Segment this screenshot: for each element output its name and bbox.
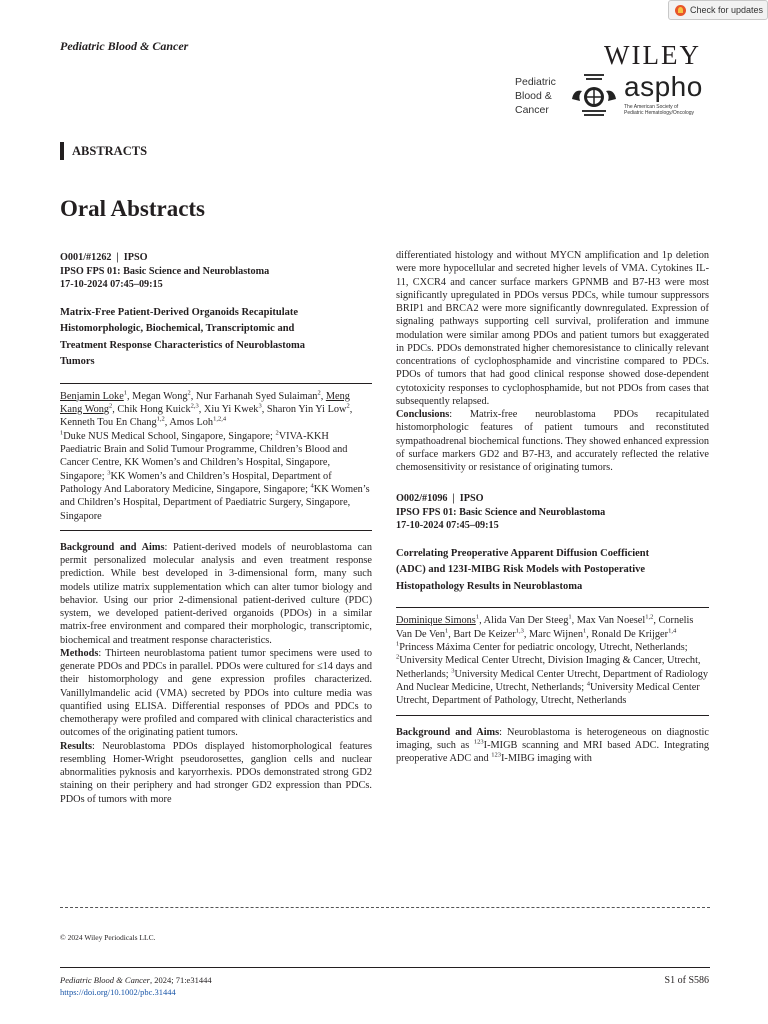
pbc-line: Blood & xyxy=(515,90,552,102)
page-title: Oral Abstracts xyxy=(60,196,206,221)
abstract2-background-text-a: : Neuroblastoma is heterogeneous on diagnostic imaging, such as xyxy=(396,726,709,751)
doi-link[interactable]: https://doi.org/10.1002/pbc.31444 xyxy=(60,987,176,997)
abstract1-results-text: : Neuroblastoma PDOs displayed histomorphological features resembling Homer-Wright pseudorosettes, ganglion cells and nuclear abnormalities pyknosis and karyorrhexis. PDOs demonstrated strong GD2 staining on their periphery and had stronger GD2 expression than PDCs. PDOs of tumors with more xyxy=(60,740,372,805)
abstract2-background xyxy=(396,726,709,766)
abstract1-authors: Benjamin Loke$^1$, Megan Wong$^2$, Nur Farhanah Syed Sulaiman$^2$, Meng Kang Wong$^2$, Chik Hong Kuick$^{2,3}$, Xiu Yi Kwek$^3$, Sharon Yin Yi Low$^2$, Kenneth Tou En Chang$^{1,2}$, Amos Loh$^{1,2,4}$ $^1$Duke NUS Medical School, Singapore, Singapore; $^2$VIVA-KKH Paediatric Brain and Solid Tumour Programme, Children’s Blood and Cancer Centre, KK Women’s and Children’s Hospital, Singapore, Singapore; $^3$KK Women’s and Children’s Hospital, Department of Pathology And Laboratory Medicine, Singapore, Singapore; $^4$KK Women’s and Children’s Hospital, Department of Paediatric Surgery, Singapore, Singapore xyxy=(60,383,372,531)
abstract1-results-label: Results xyxy=(60,740,93,752)
aspho-logo: aspho xyxy=(624,71,703,102)
left-column xyxy=(60,251,372,806)
abstract1-conclusions-label: Conclusions xyxy=(396,409,450,420)
abstract1-background-text: : Patient-derived models of neuroblastoma can permit personalized molecular analysis and even treatment response prediction. While best developed in 3-dimensional form, many such models utilize matrix supplementation which can alter tumor biology and behavior. Using our prior 2-dimensional patient-derived culture (PDC) system, we developed patient-derived organoids (PDOs) in a similar matrix-free environment and compared their morphologic, transcriptomic, biochemical and treatment response characteristics. xyxy=(60,541,372,646)
journal-name: Pediatric Blood & Cancer xyxy=(60,39,189,53)
abstract1-title-line: Matrix-Free Patient-Derived Organoids Recapitulate xyxy=(60,306,299,318)
abstract1-conclusions xyxy=(396,408,709,474)
check-for-updates-button[interactable] xyxy=(668,0,768,20)
abstract1-title xyxy=(60,305,372,371)
abstract1-background xyxy=(60,541,372,647)
abstract2-title-line: Histopathology Results in Neuroblastoma xyxy=(396,580,583,592)
abstract2-sup-2: 123 xyxy=(491,751,501,759)
footer-journal: Pediatric Blood & Cancer xyxy=(60,975,150,985)
abstract2-meta xyxy=(396,492,709,533)
siop-logo-icon xyxy=(566,73,622,117)
abstract2-id: O002/#1096 xyxy=(396,493,448,505)
abstract1-title-line: Tumors xyxy=(60,356,95,367)
abstract1-conclusions-text: : Matrix-free neuroblastoma PDOs recapitulated histomorphologic features of patient tumours and reconstituted sympathoadrenal biochemical functions. They showed enhanced expression of surface markers GD2 and B7-H3, and accurately reflected the relative chemosensitivity or resistance of originating tumors. xyxy=(396,409,709,473)
check-for-updates-label: Check for updates xyxy=(690,5,764,15)
pbc-line: Cancer xyxy=(515,104,549,116)
pbc-line: Pediatric xyxy=(515,76,556,88)
abstract1-results xyxy=(60,740,372,806)
abstract2-org: IPSO xyxy=(459,493,484,505)
abstract1-meta xyxy=(60,251,372,292)
abstract2-session: IPSO FPS 01: Basic Science and Neuroblastoma xyxy=(396,506,606,518)
copyright: © 2024 Wiley Periodicals LLC. xyxy=(60,933,156,942)
abstract1-background-label: Background and Aims xyxy=(60,541,165,553)
abstract2-title-line: Correlating Preoperative Apparent Diffusion Coefficient xyxy=(396,547,650,559)
abstract2-datetime: 17-10-2024 07:45–09:15 xyxy=(396,520,499,532)
abstract1-methods-label: Methods xyxy=(60,647,99,659)
aspho-tagline xyxy=(624,104,694,116)
aspho-tagline-line: The American Society of xyxy=(624,104,679,110)
abstract1-title-line: Treatment Response Characteristics of Neuroblastoma xyxy=(60,339,305,351)
abstract1-methods xyxy=(60,647,372,740)
abstract2-authors: Dominique Simons$^1$, Alida Van Der Steeg$^1$, Max Van Noesel$^{1,2}$, Cornelis Van De Ven$^1$, Bart De Keizer$^{1,3}$, Marc Wijnen$^1$, Ronald De Krijger$^{1,4}$ $^1$Princess Máxima Center for pediatric oncology, Utrecht, Netherlands; $^2$University Medical Center Utrecht, Division Imaging & Cancer, Utrecht, Netherlands; $^3$University Medical Center Utrecht, Department of Radiology And Nuclear Medicine, Utrecht, Netherlands; $^4$University Medical Center Utrecht, Department of Pathology, Utrecht, Netherlands xyxy=(396,607,709,715)
abstract2-title xyxy=(396,546,709,596)
abstract2-background-label: Background and Aims xyxy=(396,726,500,738)
abstract1-title-line: Histomorphologic, Biochemical, Transcriptomic and xyxy=(60,323,295,334)
abstract2-background-text-b: I-MIGB scanning and MRI based ADC. Integrating preoperative ADC and xyxy=(396,739,709,765)
abstract2-title-line: (ADC) and 123I-MIBG Risk Models with Postoperative xyxy=(396,564,646,576)
abstract1-results-continued: differentiated histology and without MYCN amplification and 1p deletion were more hypocellular and secreted higher levels of VMA. Cytokines IL-11, CXCR4 and cancer surface markers GPNMB and B7-H3 were most significantly upregulated in PDOs versus PDCs, while tumour suppressors BRIP1 and BRCA2 were more significantly downregulated. Expression of signaling pathways supporting cell survival, proliferation and immune modulation were similar among PDOs and patient tumors but exaggerated in PDCs. PDOs demonstrated higher chemoresistance to clinically relevant concentrations of cyclophosphamide and vincristine compared to PDCs. PDOs of tumors that had good clinical response showed dose-dependent cytotoxicity responses to cyclophosphamide, but not PDOs from cases that subsequently relapsed. xyxy=(396,250,709,407)
aspho-tagline-line: Pediatric Hematology/Oncology xyxy=(624,110,695,116)
abstract2-sup-1: 123 xyxy=(473,738,484,746)
abstract1-id-line: O001/#1262 | IPSO xyxy=(60,252,148,263)
page-divider xyxy=(60,907,710,908)
section-bar xyxy=(60,142,64,160)
page-number: S1 of S586 xyxy=(664,975,709,986)
abstract1-methods-text: : Thirteen neuroblastoma patient tumor specimens were used to generate PDOs and PDCs in parallel. PDOs were cultured for ≤14 days and their histomorphology and gene expression profiles characterized. Vanillylmandelic acid (VMA) secreted by PDOs into culture media was quantified using ELISA. Differential responses of PDOs and PDCs to chemotherapy were profiled and compared with clinical characteristics and outcomes of the originating patient tumors. xyxy=(60,647,372,739)
publisher-logo: WILEY xyxy=(604,40,701,70)
section-label-text: ABSTRACTS xyxy=(72,143,148,158)
abstract2-background-text-c: I-MIBG imaging with xyxy=(500,753,592,765)
footer-volume: , 2024; 71:e31444 xyxy=(149,975,212,985)
abstract1-org: IPSO xyxy=(123,252,148,263)
footer-citation xyxy=(60,975,212,985)
crossmark-icon xyxy=(675,5,686,16)
section-label xyxy=(60,142,147,160)
footer-rule xyxy=(60,967,710,968)
abstract2-id-line: O002/#1096 | IPSO xyxy=(396,493,484,505)
abstract1-id: O001/#1262 xyxy=(60,252,112,263)
abstract1-datetime: 17-10-2024 07:45–09:15 xyxy=(60,279,163,290)
right-column xyxy=(396,249,709,765)
abstract1-session: IPSO FPS 01: Basic Science and Neuroblastoma xyxy=(60,265,270,277)
pbc-logo-text xyxy=(515,75,556,117)
